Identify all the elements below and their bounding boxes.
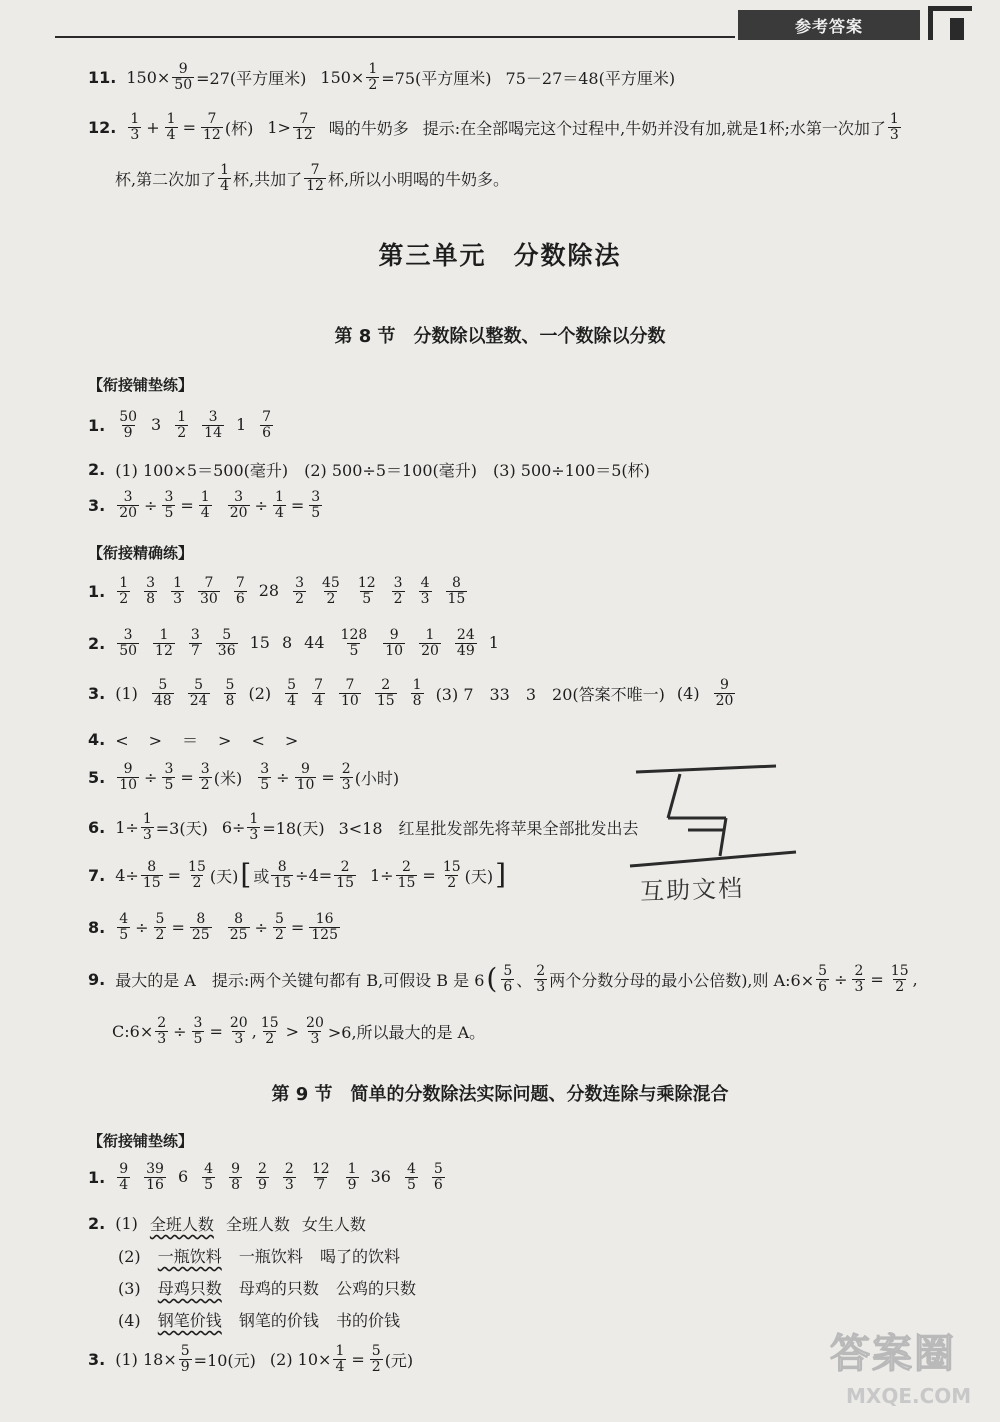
answer-fraction: $\frac{4}{5}$ <box>406 1161 416 1193</box>
bracket-jingque-8: 【衔接精确练】 <box>88 544 194 562</box>
s8-jq-9: 9. 最大的是 A 提示:两个关键句都有 B,可假设 B 是 6 ( $\frac{5}{6}$ 、 $\frac{2}{3}$ 两个分数分母的最小公倍数),则 A:6× $\frac{5}{6}$ ÷ $\frac{2}{3}$ = $\frac{15}{2}$ , <box>88 962 918 996</box>
s8-jq-9-line2: C:6× $\frac{2}{3}$ ÷ $\frac{3}{5}$ = $\frac{20}{3}$ , $\frac{15}{2}$ > $\frac{20}{3}$ >6,所以最大的是 A。 <box>112 1015 486 1047</box>
answer-fraction: $\frac{2}{15}$ <box>376 677 395 709</box>
answer-fraction: $\frac{50}{9}$ <box>119 409 138 441</box>
watermark-url: MXQE.COM <box>846 1384 972 1408</box>
answer-value: 15 <box>249 632 270 652</box>
s8-jq-3: 3. (1) $\frac{5}{48}$ $\frac{5}{24}$ $\frac{5}{8}$ (2) $\frac{5}{4}$ $\frac{7}{4}$ $\frac{7}{10}$ $\frac{2}{15}$ $\frac{1}{8}$ (3) 7 33 3 20(答案不唯一) (4) $\frac{9}{20}$ <box>88 677 734 709</box>
bracket-pudian-8: 【衔接铺垫练】 <box>88 376 194 394</box>
answer-fraction: $\frac{9}{4}$ <box>119 1161 129 1193</box>
s8-jq-4: 4. < > ＝ > < > <box>88 730 301 750</box>
answer-fraction: $\frac{3}{2}$ <box>295 575 305 607</box>
answer-fraction: $\frac{9}{10}$ <box>385 627 404 659</box>
s9-pd-3: 3. (1) 18× $\frac{5}{9}$ =10(元) (2) 10× $\frac{1}{4}$ = $\frac{5}{2}$ (元) <box>88 1343 414 1375</box>
header-corner-block-icon <box>950 18 964 40</box>
s9-pd-2: 2. (1) 全班人数 全班人数 女生人数 <box>88 1214 366 1234</box>
answer-12-line2: 杯,第二次加了 $\frac{1}{4}$ 杯,共加了 $\frac{7}{12}$ 杯,所以小明喝的牛奶多。 <box>115 162 510 194</box>
answer-fraction: $\frac{3}{50}$ <box>119 627 138 659</box>
answer-fraction: $\frac{7}{10}$ <box>340 677 359 709</box>
s8-pd-3: 3. $\frac{3}{20}$ ÷ $\frac{3}{5}$ = $\frac{1}{4}$ $\frac{3}{20}$ ÷ $\frac{1}{4}$ = $\frac{3}{5}$ <box>88 489 321 521</box>
watermark-logo: 答案圈 <box>830 1331 956 1377</box>
answer-fraction: $\frac{1}{3}$ <box>173 575 182 607</box>
answer-fraction: $\frac{9}{8}$ <box>231 1161 240 1193</box>
answer-value: 3 <box>151 414 162 434</box>
answer-11: 11. 150× $\frac{9}{50}$ =27(平方厘米) 150× $\frac{1}{2}$ =75(平方厘米) 75－27＝48(平方厘米) <box>88 61 676 93</box>
answer-fraction: $\frac{7}{4}$ <box>314 677 323 709</box>
answer-value: 28 <box>258 580 280 600</box>
section-9-title: 第 9 节 简单的分数除法实际问题、分数连除与乘除混合 <box>271 1084 729 1105</box>
answer-fraction: $\frac{24}{49}$ <box>456 627 475 659</box>
s8-jq-2: 2. $\frac{3}{50}$ $\frac{1}{12}$ $\frac{3}{7}$ $\frac{5}{36}$ 15 8 44 $\frac{128}{5}$ $\frac{9}{10}$ $\frac{1}{20}$ $\frac{24}{49}$ 1 <box>88 627 499 659</box>
answer-value: 1 <box>488 632 499 652</box>
answer-fraction: $\frac{5}{6}$ <box>433 1161 443 1193</box>
answer-fraction: $\frac{4}{3}$ <box>420 575 430 607</box>
answer-fraction: $\frac{8}{15}$ <box>447 575 466 607</box>
answer-fraction: $\frac{3}{8}$ <box>146 575 156 607</box>
answer-fraction: $\frac{1}{9}$ <box>347 1161 357 1193</box>
answer-fraction: $\frac{45}{2}$ <box>322 575 340 607</box>
answer-value: 44 <box>304 632 325 652</box>
s8-pd-1: 1. $\frac{50}{9}$ 3 $\frac{1}{2}$ $\frac{3}{14}$ 1 $\frac{7}{6}$ <box>88 409 272 441</box>
answer-fraction: $\frac{3}{14}$ <box>204 409 222 441</box>
s8-jq-1: 1. $\frac{1}{2}$ $\frac{3}{8}$ $\frac{1}{3}$ $\frac{7}{30}$ $\frac{7}{6}$ 28 $\frac{3}{2}$ $\frac{45}{2}$ $\frac{12}{5}$ $\frac{3}{2}$ $\frac{4}{3}$ $\frac{8}{15}$ <box>88 575 466 607</box>
answer-fraction: $\frac{7}{6}$ <box>262 409 272 441</box>
header-rule <box>55 36 735 38</box>
answer-fraction: $\frac{128}{5}$ <box>340 627 368 659</box>
answer-fraction: $\frac{2}{3}$ <box>284 1161 294 1193</box>
answer-fraction: $\frac{12}{5}$ <box>357 575 376 607</box>
answer-fraction: $\frac{5}{8}$ <box>225 677 235 709</box>
bracket-pudian-9: 【衔接铺垫练】 <box>88 1132 194 1150</box>
s9-pd-2-2: (2) 一瓶饮料 一瓶饮料 喝了的饮料 <box>118 1247 400 1266</box>
unit-title: 第三单元 分数除法 <box>378 241 622 270</box>
answer-fraction: $\frac{7}{30}$ <box>199 575 218 607</box>
answer-fraction: $\frac{5}{4}$ <box>287 677 297 709</box>
answer-fraction: $\frac{1}{2}$ <box>177 409 187 441</box>
answer-fraction: $\frac{39}{16}$ <box>146 1161 164 1193</box>
s9-pd-1: 1. $\frac{9}{4}$ $\frac{39}{16}$ 6 $\frac{4}{5}$ $\frac{9}{8}$ $\frac{2}{9}$ $\frac{2}{3}$ $\frac{12}{7}$ $\frac{1}{9}$ 36 $\frac{4}{5}$ $\frac{5}{6}$ <box>88 1161 443 1193</box>
answer-fraction: $\frac{3}{7}$ <box>190 627 200 659</box>
answer-12: 12. $\frac{1}{3}$ + $\frac{1}{4}$ = $\frac{7}{12}$ (杯) 1> $\frac{7}{12}$ 喝的牛奶多 提示:在全部喝完这个过程中,牛奶并没有加,就是1杯;水第一次加了 $\frac{1}{3}$ <box>88 111 899 143</box>
answer-value: 8 <box>281 632 293 652</box>
answer-value: 1 <box>235 414 247 434</box>
answer-fraction: $\frac{1}{20}$ <box>421 627 439 659</box>
answer-fraction: $\frac{5}{36}$ <box>217 627 236 659</box>
answer-fraction: $\frac{1}{2}$ <box>119 575 129 607</box>
s8-jq-7: 7. 4÷ $\frac{8}{15}$ = $\frac{15}{2}$ (天) [ 或 $\frac{8}{15}$ ÷4= $\frac{2}{15}$ 1÷ $\frac{2}{15}$ = $\frac{15}{2}$ (天) ] <box>88 858 507 892</box>
answer-fraction: $\frac{3}{2}$ <box>393 575 403 607</box>
s9-pd-2-3: (3) 母鸡只数 母鸡的只数 公鸡的只数 <box>118 1279 416 1298</box>
stamp-text: 互助文档 <box>639 874 745 906</box>
s8-jq-6: 6. 1÷ $\frac{1}{3}$ =3(天) 6÷ $\frac{1}{3}$ =18(天) 3<18 红星批发部先将苹果全部批发出去 <box>88 811 639 843</box>
header-title: 参考答案 <box>738 10 920 40</box>
answer-fraction: $\frac{4}{5}$ <box>204 1161 214 1193</box>
answer-fraction: $\frac{5}{24}$ <box>189 677 208 709</box>
section-8-title: 第 8 节 分数除以整数、一个数除以分数 <box>334 326 666 347</box>
s8-jq-8: 8. $\frac{4}{5}$ ÷ $\frac{5}{2}$ = $\frac{8}{25}$ $\frac{8}{25}$ ÷ $\frac{5}{2}$ = $\frac{16}{125}$ <box>88 911 338 943</box>
answer-fraction: $\frac{12}{7}$ <box>311 1161 330 1193</box>
answer-value: 6 <box>177 1166 189 1186</box>
answer-fraction: $\frac{5}{48}$ <box>153 677 172 709</box>
answer-fraction: $\frac{1}{8}$ <box>412 677 422 709</box>
answer-value: 36 <box>370 1166 391 1186</box>
answer-fraction: $\frac{2}{9}$ <box>258 1161 267 1193</box>
s8-pd-2: 2. (1) 100×5＝500(毫升) (2) 500÷5＝100(毫升) (3) 500÷100＝5(杯) <box>88 460 650 480</box>
s9-pd-2-4: (4) 钢笔价钱 钢笔的价钱 书的价钱 <box>118 1311 400 1330</box>
s8-jq-5: 5. $\frac{9}{10}$ ÷ $\frac{3}{5}$ = $\frac{3}{2}$ (米) $\frac{3}{5}$ ÷ $\frac{9}{10}$ = $\frac{2}{3}$ (小时) <box>88 761 400 793</box>
answer-fraction: $\frac{1}{12}$ <box>155 627 173 659</box>
answer-fraction: $\frac{7}{6}$ <box>235 575 245 607</box>
